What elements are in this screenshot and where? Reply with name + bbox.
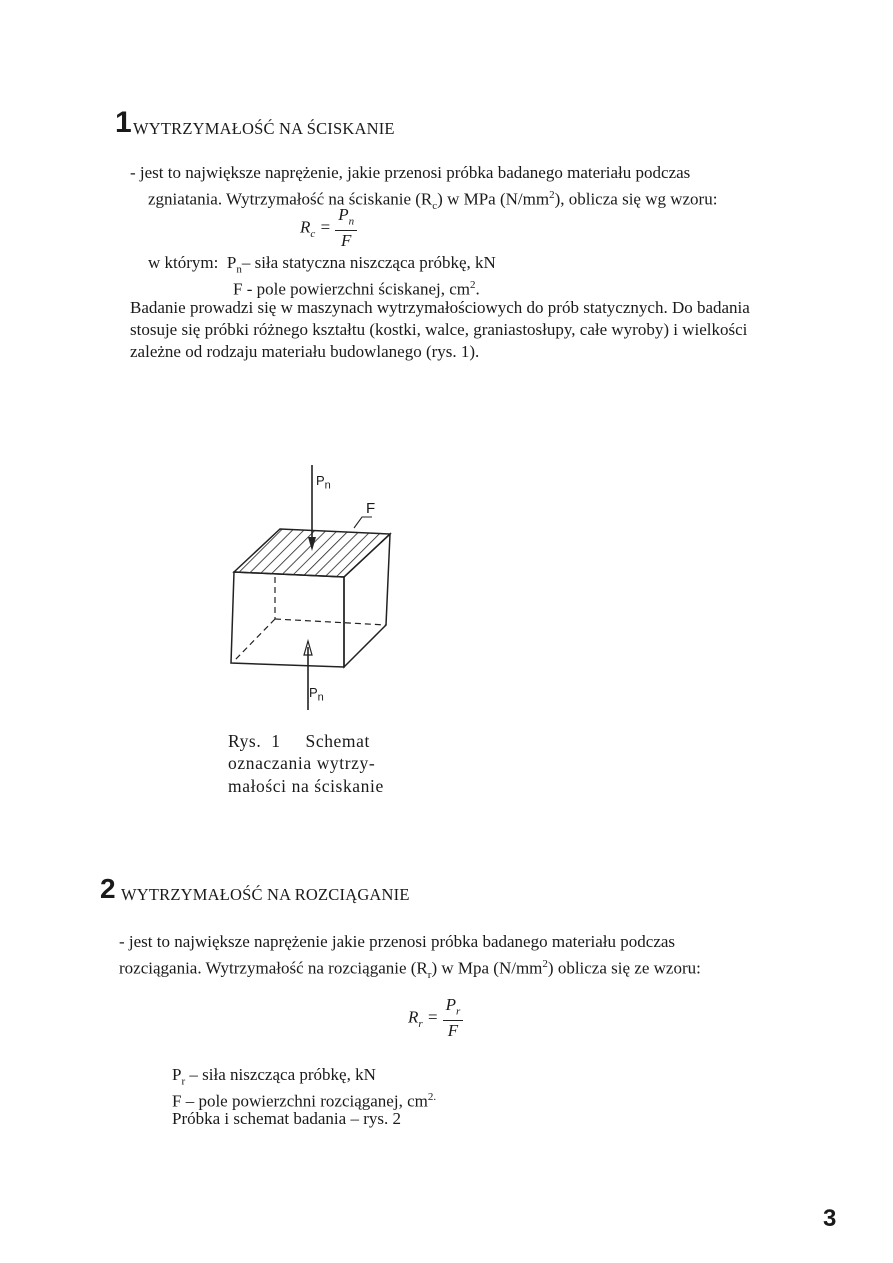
section-1-body-line-1: Badanie prowadzi się w maszynach wytrzymałościowych do prób statycznych. Do badania xyxy=(130,298,750,317)
section-2-number: 2 xyxy=(100,873,116,904)
figure-1-label-top-force: $P_n$ xyxy=(316,473,331,492)
hidden-edge-horizontal xyxy=(275,619,386,625)
figure-1-label-bottom-force: $P_n$ xyxy=(309,685,324,704)
hidden-edge-diagonal xyxy=(234,619,275,661)
section-1-definition-2: F - pole powierzchni ściskanej, $cm^2$. xyxy=(233,279,480,299)
compression-test-diagram xyxy=(220,455,420,715)
figure-1-caption-line-2: oznaczania wytrzy- xyxy=(228,753,376,773)
section-2-definition-3: Próbka i schemat badania – rys. 2 xyxy=(172,1109,401,1128)
section-1-body-line-3: zależne od rodzaju materiału budowlanego (rys. 1). xyxy=(130,342,480,361)
section-1-intro-line-1: - jest to największe naprężenie, jakie przenosi próbka badanego materiału podczas xyxy=(130,163,691,182)
section-1-title: WYTRZYMAŁOŚĆ NA ŚCISKANIE xyxy=(133,119,395,138)
section-1-definition-1: w którym: $P_n-$ siła statyczna niszcząca próbkę, kN xyxy=(148,253,496,276)
section-1-formula: $R_c$ = $\frac{P_n}{F}$ xyxy=(300,206,357,251)
section-1-body-line-2: stosuje się próbki różnego kształtu (kostki, walce, graniastosłupy, całe wyroby) i wielkości xyxy=(130,320,748,339)
F-leader-line xyxy=(354,517,372,528)
section-1-number: 1 xyxy=(115,106,132,139)
figure-1-label-F: F xyxy=(366,500,376,517)
figure-1-caption-line-1: Rys. 1 Schemat xyxy=(228,731,370,751)
section-2-formula: $R_r$ = $\frac{P_r}{F}$ xyxy=(408,996,463,1041)
figure-1-caption-line-3: małości na ściskanie xyxy=(228,776,384,796)
page-number: 3 xyxy=(823,1205,837,1232)
section-2-definition-2: F – pole powierzchni rozciąganej, $cm^{2.}$ xyxy=(172,1091,437,1111)
section-2-intro-line-1: - jest to największe naprężenie jakie przenosi próbka badanego materiału podczas xyxy=(119,932,676,951)
section-2-title: WYTRZYMAŁOŚĆ NA ROZCIĄGANIE xyxy=(121,885,410,904)
section-2-intro-line-2: rozciągania. Wytrzymałość na rozciąganie $(R_r)$ w Mpa $(N/mm^2)$ oblicza się ze wzoru: xyxy=(119,958,701,982)
section-2-definition-1: $P_r$ – siła niszcząca próbkę, kN xyxy=(172,1065,376,1088)
section-1-intro-line-2: zgniatania. Wytrzymałość na ściskanie $(R_c)$ w MPa $(N/mm^2)$, oblicza się wg wzoru: xyxy=(148,189,718,213)
